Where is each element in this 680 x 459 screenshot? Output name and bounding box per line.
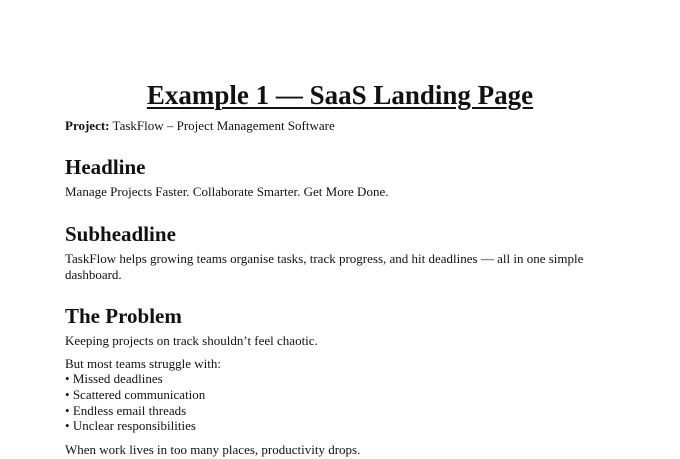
list-item: • Unclear responsibilities <box>65 418 205 434</box>
project-label: Project: <box>65 118 110 133</box>
headline-text: Manage Projects Faster. Collaborate Smarter. Get More Done. <box>65 184 389 199</box>
headline-heading: Headline <box>65 155 146 179</box>
list-item: • Scattered communication <box>65 387 205 403</box>
problem-closing: When work lives in too many places, productivity drops. <box>65 442 361 457</box>
list-item: • Missed deadlines <box>65 371 205 387</box>
document-title: Example 1 — SaaS Landing Page <box>146 80 534 110</box>
problem-bullet-list <box>65 371 205 434</box>
project-line <box>65 117 335 135</box>
problem-heading: The Problem <box>65 304 182 328</box>
project-value: TaskFlow – Project Management Software <box>112 118 335 133</box>
problem-lead: But most teams struggle with: <box>65 356 221 371</box>
list-item: • Endless email threads <box>65 403 205 419</box>
subheadline-text: TaskFlow helps growing teams organise tasks, track progress, and hit deadlines — all in one simple dashboard. <box>65 251 584 282</box>
subheadline-heading: Subheadline <box>65 222 176 246</box>
problem-intro: Keeping projects on track shouldn’t feel chaotic. <box>65 333 318 348</box>
